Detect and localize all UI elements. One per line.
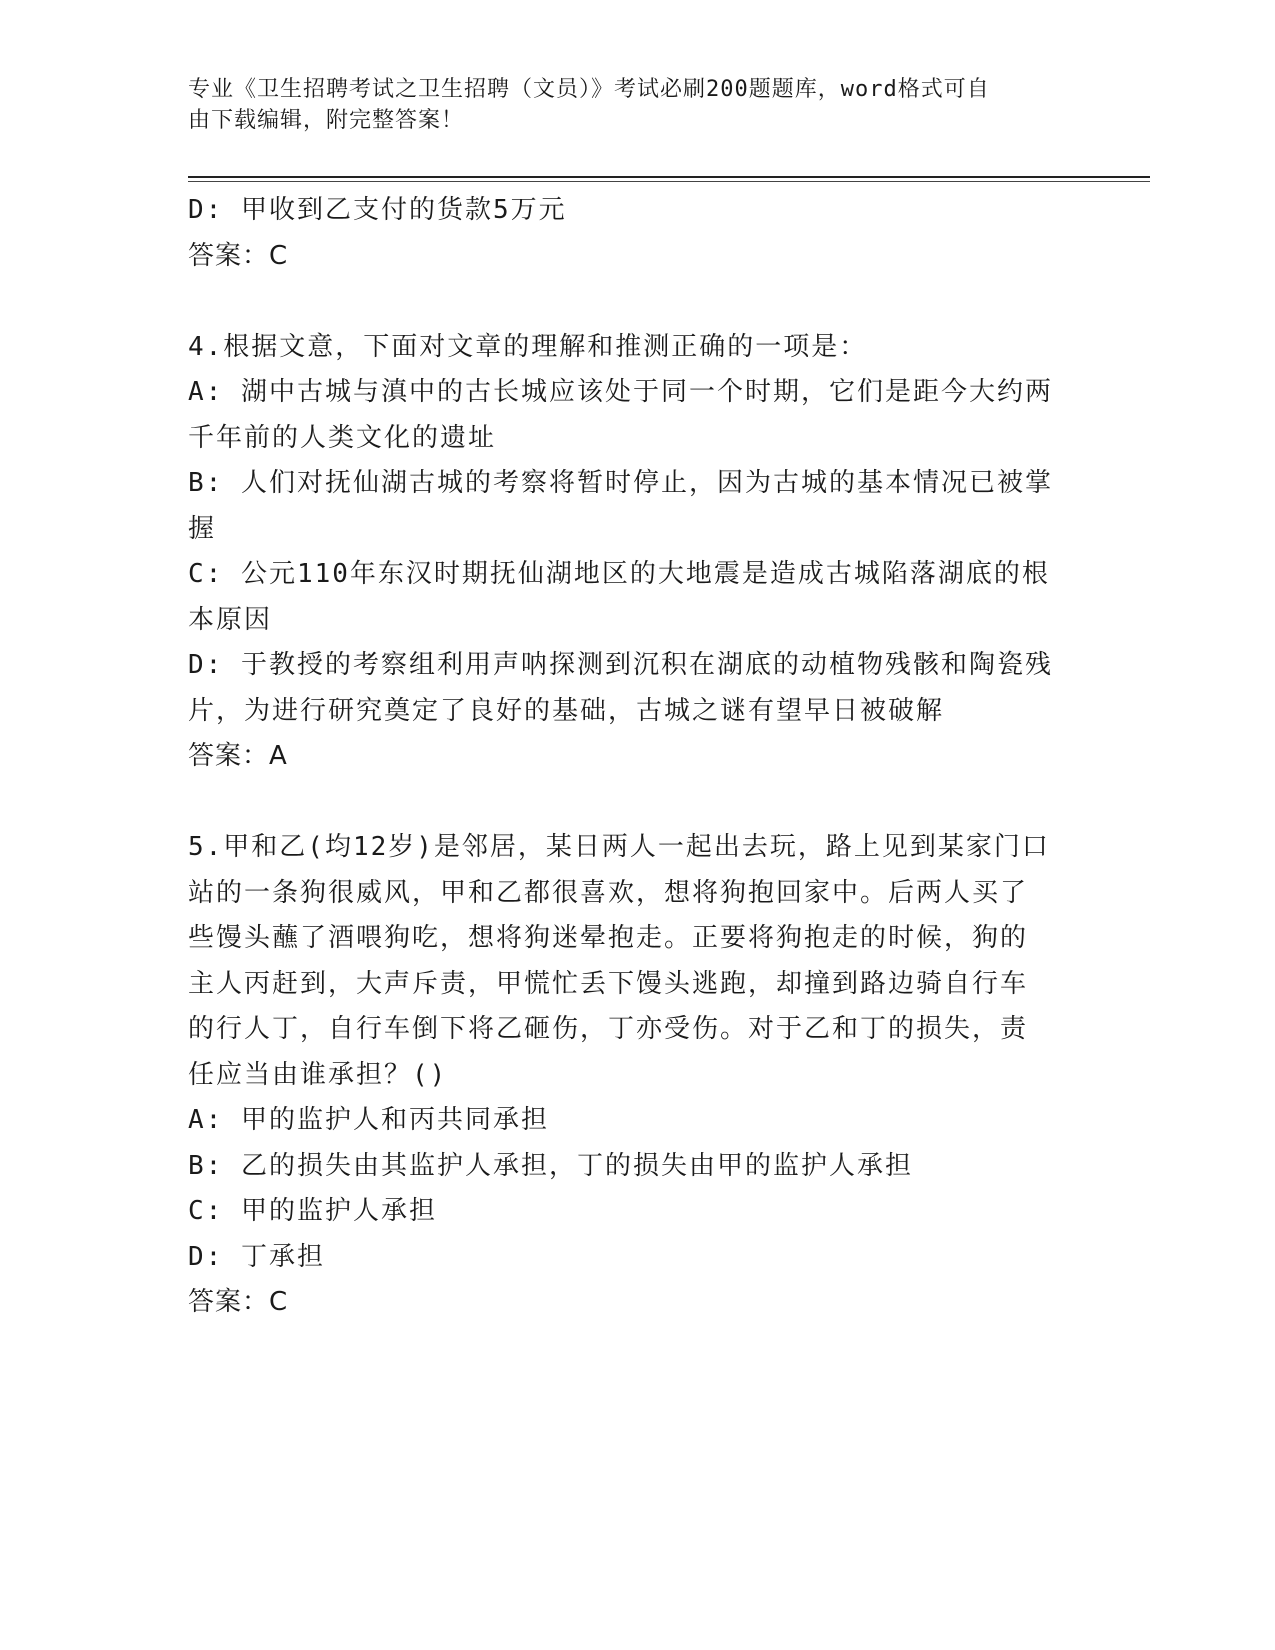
document-header [188, 74, 1068, 136]
q4-option-d-line-2: 片，为进行研究奠定了良好的基础，古城之谜有望早日被破解 [188, 695, 945, 726]
q5-stem-line-2: 站的一条狗很威风，甲和乙都很喜欢，想将狗抱回家中。后两人买了 [188, 877, 1029, 908]
q4-answer: 答案：A [188, 741, 288, 771]
question-5 [188, 825, 1088, 1326]
question-3-tail [188, 188, 1088, 279]
question-4 [188, 325, 1088, 780]
header-line-2: 由下载编辑，附完整答案！ [188, 108, 465, 133]
q4-option-a-line-2: 千年前的人类文化的遗址 [188, 422, 497, 453]
q3-answer: 答案：C [188, 240, 289, 271]
q5-option-a: A: 甲的监护人和丙共同承担 [188, 1105, 549, 1135]
q4-option-c-line-1: C: 公元110年东汉时期抚仙湖地区的大地震是造成古城陷落湖底的根 [188, 559, 1050, 589]
header-line-1: 专业《卫生招聘考试之卫生招聘（文员）》考试必刷200题题库，word格式可自 [188, 77, 990, 102]
q5-option-b: B: 乙的损失由其监护人承担，丁的损失由甲的监护人承担 [188, 1150, 913, 1181]
header-divider-thick [188, 176, 1150, 178]
q5-stem-line-1: 5.甲和乙(均12岁)是邻居，某日两人一起出去玩，路上见到某家门口 [188, 832, 1050, 862]
q5-stem-line-4: 主人丙赶到，大声斥责，甲慌忙丢下馒头逃跑，却撞到路边骑自行车 [188, 968, 1029, 999]
q5-stem-line-6: 任应当由谁承担？() [188, 1059, 448, 1090]
q3-option-d: D: 甲收到乙支付的货款5万元 [188, 195, 567, 225]
q4-option-c-line-2: 本原因 [188, 604, 273, 635]
q4-option-b-line-1: B: 人们对抚仙湖古城的考察将暂时停止，因为古城的基本情况已被掌 [188, 468, 1053, 498]
q5-option-c: C: 甲的监护人承担 [188, 1196, 437, 1226]
header-divider-thin [188, 181, 1150, 182]
spacer [188, 279, 1088, 325]
q5-option-d: D: 丁承担 [188, 1241, 325, 1272]
q5-stem-line-5: 的行人丁，自行车倒下将乙砸伤，丁亦受伤。对于乙和丁的损失，责 [188, 1014, 1029, 1044]
q4-option-d-line-1: D: 于教授的考察组利用声呐探测到沉积在湖底的动植物残骸和陶瓷残 [188, 650, 1053, 680]
q5-answer: 答案：C [188, 1287, 289, 1317]
q4-option-b-line-2: 握 [188, 513, 217, 544]
q4-stem: 4.根据文意，下面对文章的理解和推测正确的一项是： [188, 331, 868, 362]
q4-option-a-line-1: A: 湖中古城与滇中的古长城应该处于同一个时期，它们是距今大约两 [188, 377, 1053, 407]
spacer [188, 780, 1088, 826]
document-body [188, 188, 1088, 1326]
q5-stem-line-3: 些馒头蘸了酒喂狗吃，想将狗迷晕抱走。正要将狗抱走的时候，狗的 [188, 923, 1029, 953]
